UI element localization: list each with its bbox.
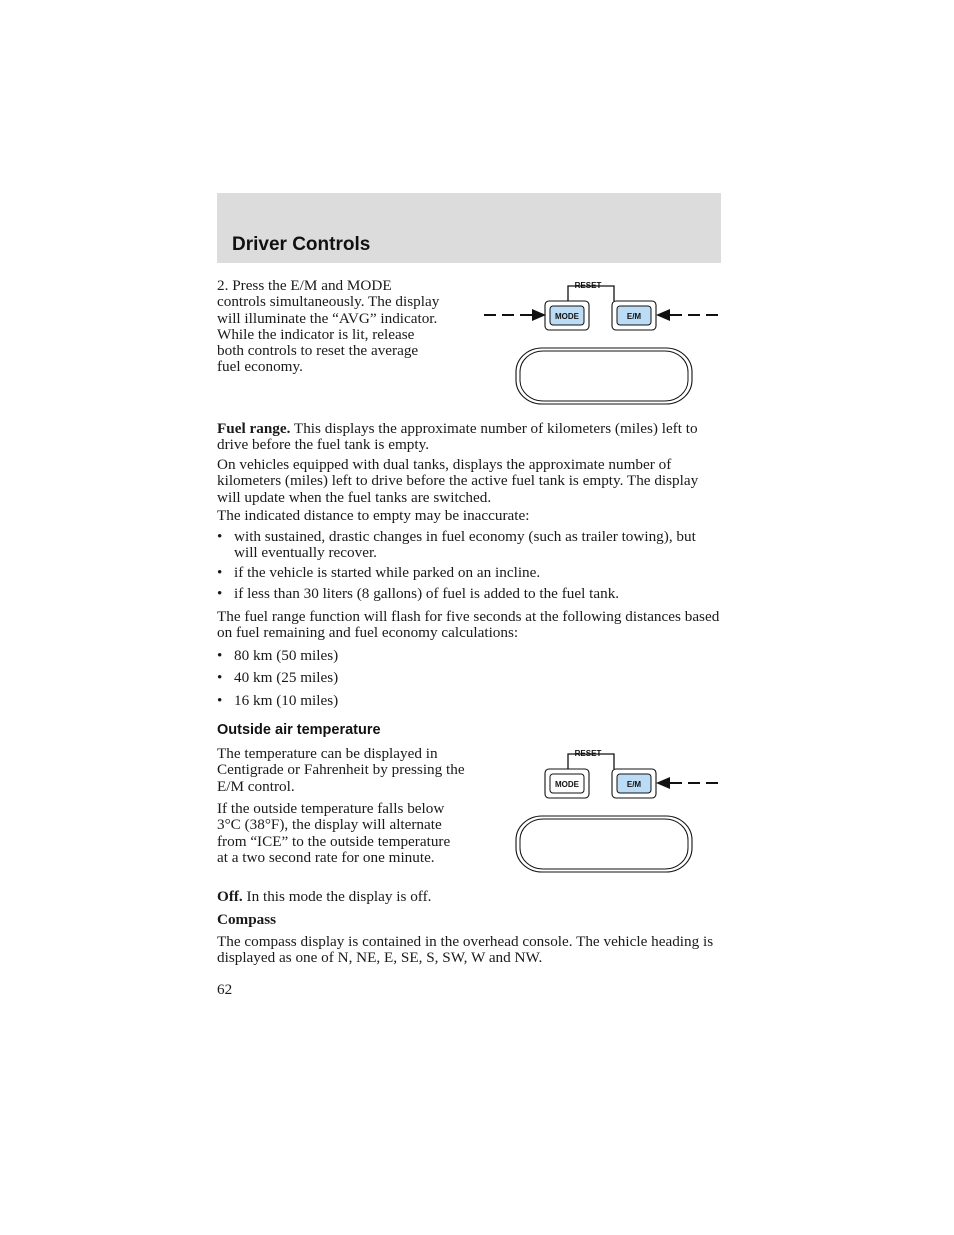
off-lead: Off. xyxy=(217,888,243,905)
list-item-text: 80 km (50 miles) xyxy=(234,647,339,664)
section-header-band xyxy=(217,193,721,263)
section-title: Driver Controls xyxy=(232,234,371,255)
outside-air-heading: Outside air temperature xyxy=(217,722,381,738)
list-item xyxy=(217,693,723,709)
display-inner-outline xyxy=(520,819,688,869)
fuel-range-text: This displays the approximate number of kilometers (miles) left to drive before the fuel tank is empty. xyxy=(217,420,698,454)
flash-intro: The fuel range function will flash for five seconds at the following distances based on fuel remaining and fuel economy calculations: xyxy=(217,608,720,642)
step2-paragraph xyxy=(217,278,473,376)
inaccurate-intro: The indicated distance to empty may be inaccurate: xyxy=(217,507,530,524)
left-arrow-head-icon xyxy=(532,309,546,321)
reset-label: RESET xyxy=(574,749,602,758)
step2-line: controls simultaneously. The display xyxy=(217,293,440,311)
bullet-icon: • xyxy=(217,564,223,581)
step2-line: both controls to reset the average xyxy=(217,342,419,360)
list-item xyxy=(217,586,723,602)
list-item-text: if less than 30 liters (8 gallons) of fuel is added to the fuel tank. xyxy=(234,585,620,602)
right-arrow-head-icon xyxy=(656,777,670,789)
fuel-range-lead: Fuel range. xyxy=(217,420,291,437)
display-inner-outline xyxy=(520,351,688,401)
list-item-text: with sustained, drastic changes in fuel economy (such as trailer towing), but will eventually recover. xyxy=(234,528,696,562)
mode-label: MODE xyxy=(555,780,579,789)
em-control-figure xyxy=(480,744,724,876)
step2-line: While the indicator is lit, release xyxy=(217,325,415,343)
compass-paragraph: The compass display is contained in the overhead console. The vehicle heading is displayed as one of N, NE, E, SE, S, SW, W and NW. xyxy=(217,933,714,967)
compass-heading-text: Compass xyxy=(217,911,277,928)
list-item-text: if the vehicle is started while parked on an incline. xyxy=(234,564,541,581)
off-paragraph xyxy=(217,889,723,905)
page-number: 62 xyxy=(217,981,233,998)
bullet-icon: • xyxy=(217,692,223,709)
bullet-icon: • xyxy=(217,528,223,545)
step2-line: fuel economy. xyxy=(217,358,303,376)
bullet-icon: • xyxy=(217,669,223,686)
outside-air-paragraph-2: If the outside temperature falls below 3°C (38°F), the display will alternate from “ICE” to the outside temperature at a two second rate for one minute. xyxy=(217,800,451,866)
list-item-text: 40 km (25 miles) xyxy=(234,669,339,686)
reset-controls-figure xyxy=(480,276,724,408)
display-outer-outline xyxy=(516,816,692,872)
step2-line: will illuminate the “AVG” indicator. xyxy=(217,309,438,327)
off-text: In this mode the display is off. xyxy=(242,888,432,905)
bullet-icon: • xyxy=(217,647,223,664)
bullet-icon: • xyxy=(217,585,223,602)
outside-air-paragraph-1: The temperature can be displayed in Centigrade or Fahrenheit by pressing the E/M control. xyxy=(217,745,465,795)
compass-heading xyxy=(217,912,723,928)
dual-tanks-paragraph: On vehicles equipped with dual tanks, displays the approximate number of kilometers (miles) left to drive before the active fuel tank is empty. The display will update when the fuel tanks are switched. xyxy=(217,456,699,506)
list-item xyxy=(217,670,723,686)
list-item xyxy=(217,529,723,562)
em-label: E/M xyxy=(626,780,642,789)
reset-label: RESET xyxy=(574,281,602,290)
mode-label: MODE xyxy=(555,312,579,321)
em-label: E/M xyxy=(626,312,642,321)
list-item xyxy=(217,565,723,581)
right-arrow-head-icon xyxy=(656,309,670,321)
display-outer-outline xyxy=(516,348,692,404)
list-item-text: 16 km (10 miles) xyxy=(234,692,339,709)
fuel-range-paragraph xyxy=(217,421,723,454)
list-item xyxy=(217,648,723,664)
step2-line: 2. Press the E/M and MODE xyxy=(217,277,392,294)
